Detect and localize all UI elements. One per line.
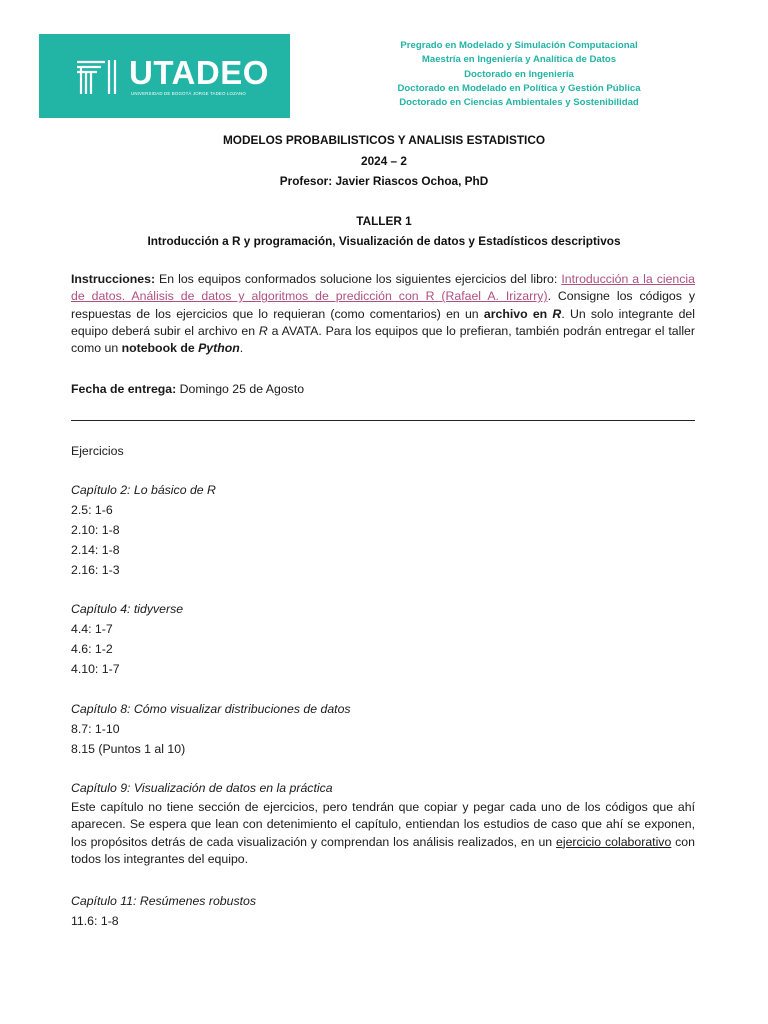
workshop-title: TALLER 1 — [356, 214, 412, 228]
due-value: Domingo 25 de Agosto — [176, 382, 305, 396]
instructions-bold-python: Python — [198, 341, 240, 356]
exercise-item: 4.4: 1-7 — [71, 622, 113, 636]
workshop-subtitle: Introducción a R y programación, Visualización de datos y Estadísticos descriptivos — [147, 234, 621, 248]
chapter-11-title: Capítulo 11: Resúmenes robustos — [71, 894, 257, 908]
utadeo-logo — [39, 34, 290, 118]
course-term: 2024 – 2 — [361, 154, 407, 168]
due-date — [71, 381, 304, 398]
chapter-9-text: con todos los integrantes del equipo. — [71, 834, 695, 866]
instructions-text: En los equipos conformados solucione los siguientes ejercicios del libro: — [155, 272, 562, 286]
chapter-9-title: Capítulo 9: Visualización de datos en la práctica — [71, 781, 333, 795]
exercise-item: 8.7: 1-10 — [71, 722, 120, 736]
exercise-item: 2.16: 1-3 — [71, 563, 120, 577]
logo-subtitle: UNIVERSIDAD DE BOGOTÁ JORGE TADEO LOZANO — [131, 91, 246, 96]
exercises-heading: Ejercicios — [71, 444, 124, 458]
program-item: Maestría en Ingeniería y Analítica de Datos — [421, 54, 617, 66]
instructions-text: . Consigne los códigos y respuestas de los ejercicios que lo requieran (como comentarios) en un — [71, 289, 695, 321]
exercise-item: 2.14: 1-8 — [71, 543, 120, 557]
exercise-item: 2.10: 1-8 — [71, 523, 120, 537]
instructions-text: . Un solo integrante del equipo deberá subir el archivo en — [71, 306, 695, 338]
instructions-r: R — [258, 323, 268, 338]
course-professor: Profesor: Javier Riascos Ochoa, PhD — [279, 174, 489, 188]
exercise-item: 4.6: 1-2 — [71, 642, 113, 656]
program-item: Pregrado en Modelado y Simulación Computacional — [400, 40, 638, 51]
instructions-bold — [484, 307, 561, 321]
course-title: MODELOS PROBABILISTICOS Y ANALISIS ESTADISTICO — [222, 133, 546, 147]
instructions-bold-text: archivo en — [483, 306, 553, 321]
program-item: Doctorado en Modelado en Política y Gestión Pública — [397, 82, 641, 94]
chapter-9-underlined: ejercicio colaborativo — [556, 834, 672, 849]
instructions-label: Instrucciones: — [71, 272, 156, 286]
exercise-item: 11.6: 1-8 — [71, 914, 119, 928]
programs-list — [344, 39, 694, 110]
due-label: Fecha de entrega: — [71, 382, 177, 396]
exercise-item: 4.10: 1-7 — [71, 662, 120, 676]
utadeo-emblem-icon — [75, 56, 125, 96]
instructions-bold-text: notebook de — [121, 341, 199, 356]
logo-wordmark: UTADEO — [129, 54, 269, 91]
instructions-text: a AVATA. Para los equipos que lo prefieran, también podrán entregar el taller como un — [71, 323, 695, 356]
exercise-item: 2.5: 1-6 — [71, 503, 113, 517]
chapter-2-title: Capítulo 2: Lo básico de R — [71, 483, 216, 497]
instructions-bold — [122, 341, 240, 355]
instructions-paragraph — [71, 271, 695, 357]
chapter-9-text: Este capítulo no tiene sección de ejercicios, pero tendrán que copiar y pegar cada uno de los códigos que ahí aparecen. Se espera que lean con detenimiento el capítulo, entiendan los estudios de caso que ahí se exponen, los propósitos detrás de cada visualización y comprendan los análisis realizados, en un — [71, 800, 695, 849]
instructions-text: . — [239, 341, 244, 356]
exercise-item: 8.15 (Puntos 1 al 10) — [71, 742, 186, 756]
program-item: Doctorado en Ciencias Ambientales y Sostenibilidad — [399, 97, 639, 109]
program-item: Doctorado en Ingeniería — [464, 68, 574, 80]
instructions-bold-r: R — [552, 306, 562, 321]
chapter-8-title: Capítulo 8: Cómo visualizar distribuciones de datos — [71, 702, 351, 716]
section-divider — [71, 420, 695, 421]
chapter-9-paragraph — [71, 799, 695, 868]
book-link[interactable]: Introducción a la ciencia de datos. Análisis de datos y algoritmos de predicción con R (Rafael A. Irizarry) — [71, 272, 695, 304]
chapter-4-title: Capítulo 4: tidyverse — [71, 602, 184, 616]
